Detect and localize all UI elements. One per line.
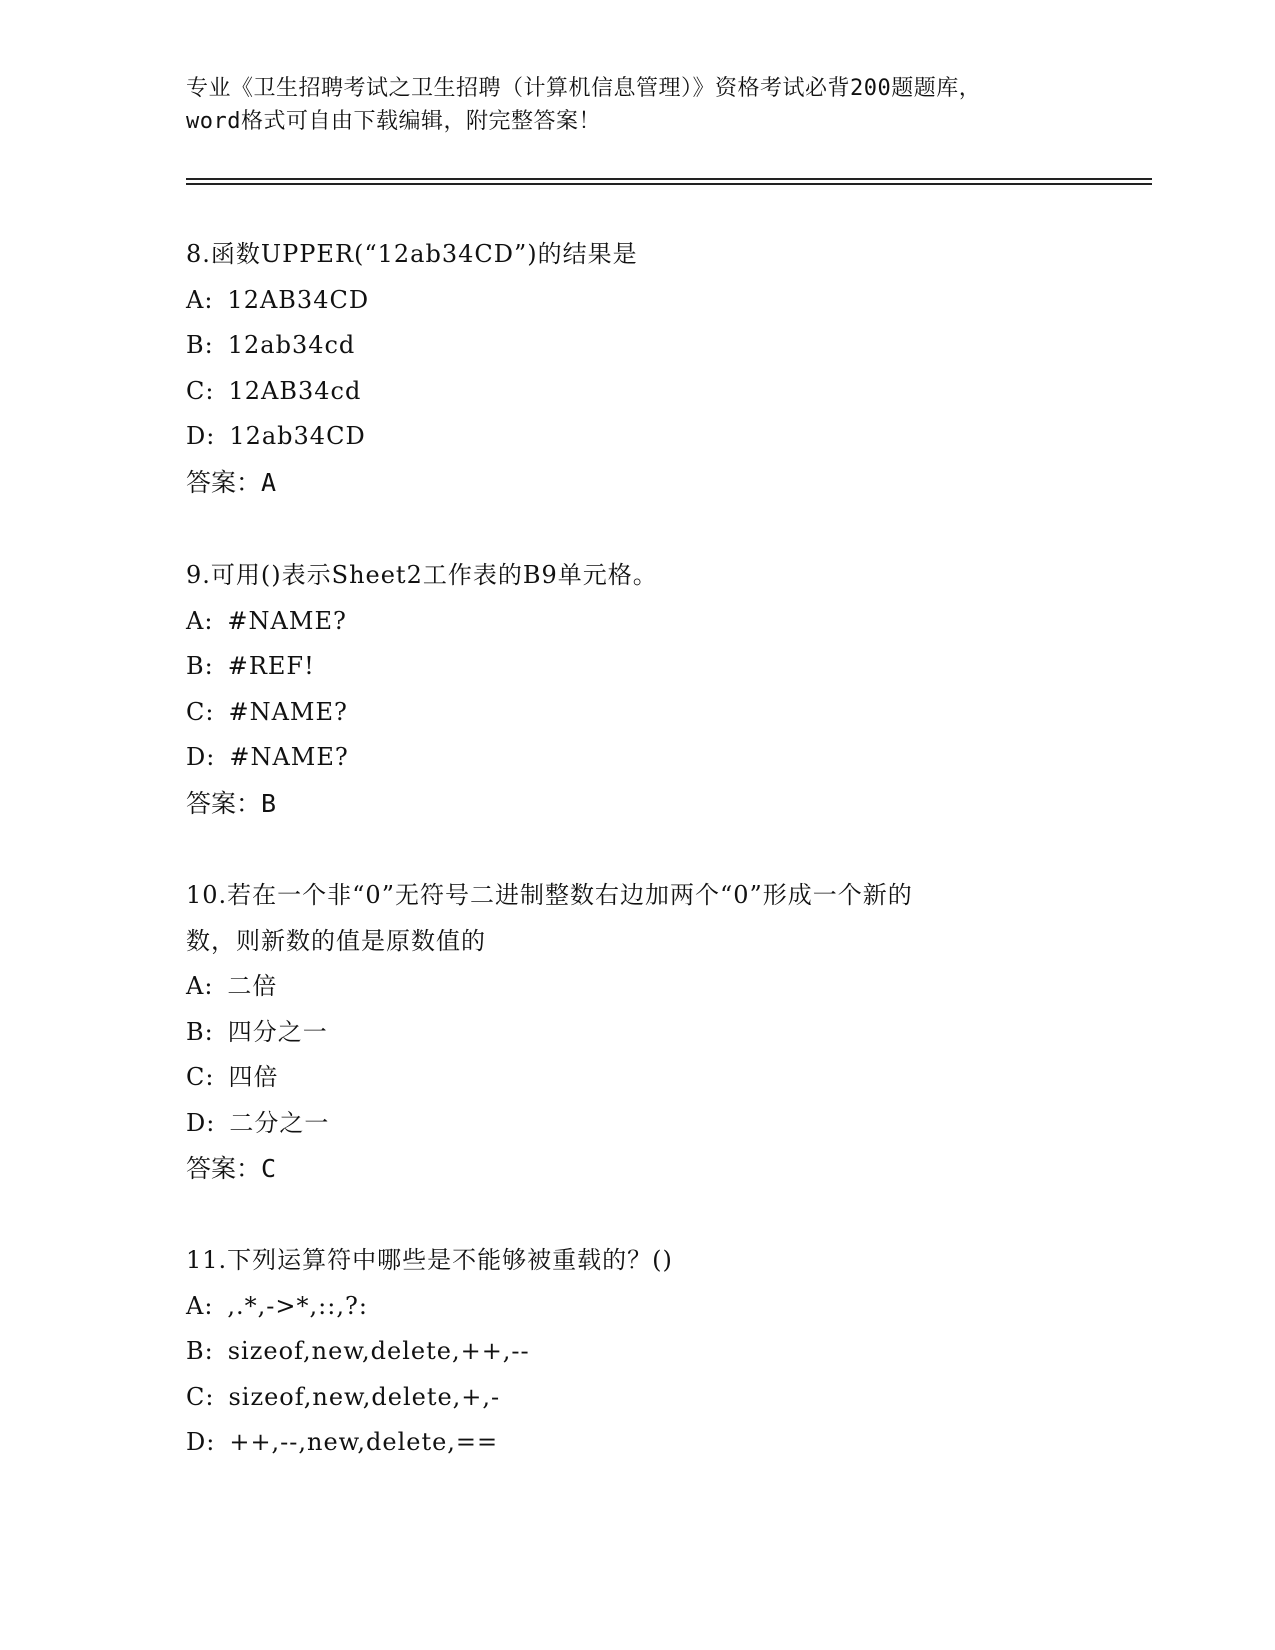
option-letter: B: <box>186 1017 214 1046</box>
option-c <box>186 1055 1086 1101</box>
option-text: 12AB34CD <box>227 285 370 314</box>
document-header <box>186 72 1086 138</box>
option-d <box>186 1420 1086 1466</box>
header-divider-bottom <box>186 183 1152 185</box>
option-c <box>186 690 1086 736</box>
option-text: 二倍 <box>227 972 278 1000</box>
option-text: 12ab34CD <box>229 422 366 450</box>
question-10 <box>186 873 1086 1192</box>
option-text: sizeof,new,delete,+,- <box>228 1382 501 1411</box>
option-text: #REF! <box>227 652 315 680</box>
option-text: #NAME? <box>227 606 347 635</box>
question-stem: 9.可用()表示Sheet2工作表的B9单元格。 <box>186 561 658 589</box>
option-b <box>186 644 1086 690</box>
option-letter: D: <box>186 1428 216 1456</box>
option-a <box>186 1284 1086 1330</box>
option-letter: B: <box>186 331 214 359</box>
option-a <box>186 599 1086 645</box>
question-stem: 8.函数UPPER(“12ab34CD”)的结果是 <box>186 240 638 268</box>
option-text: sizeof,new,delete,++,-- <box>227 1337 530 1365</box>
option-letter: C: <box>186 376 215 405</box>
option-b <box>186 323 1086 369</box>
option-letter: B: <box>186 1337 214 1365</box>
option-c <box>186 1375 1086 1421</box>
header-line-1: 专业《卫生招聘考试之卫生招聘（计算机信息管理）》资格考试必背200题题库， <box>186 76 982 101</box>
option-a <box>186 964 1086 1010</box>
option-text: 二分之一 <box>229 1108 330 1137</box>
option-text: 12ab34cd <box>227 331 356 359</box>
question-8 <box>186 232 1086 505</box>
option-d <box>186 414 1086 460</box>
answer-line: 答案：A <box>186 467 277 497</box>
option-c <box>186 369 1086 415</box>
answer-line: 答案：B <box>186 788 277 818</box>
option-b <box>186 1010 1086 1056</box>
answer-line: 答案：C <box>186 1154 277 1183</box>
option-text: 四倍 <box>228 1063 279 1091</box>
option-letter: C: <box>186 1382 215 1411</box>
option-text: 12AB34cd <box>228 376 362 405</box>
question-11 <box>186 1238 1086 1466</box>
option-letter: A: <box>186 1291 214 1320</box>
option-d <box>186 1101 1086 1147</box>
option-b <box>186 1329 1086 1375</box>
option-text: ++,--,new,delete,== <box>229 1428 499 1456</box>
option-text: 四分之一 <box>227 1017 328 1046</box>
option-text: ,.*,->*,::,?: <box>227 1291 368 1320</box>
header-line-2: word格式可自由下载编辑，附完整答案！ <box>186 109 601 134</box>
header-divider-top <box>186 178 1152 180</box>
option-d <box>186 735 1086 781</box>
option-a <box>186 278 1086 324</box>
question-stem: 11.下列运算符中哪些是不能够被重载的？() <box>186 1246 673 1274</box>
option-letter: A: <box>186 285 214 314</box>
question-stem: 10.若在一个非“0”无符号二进制整数右边加两个“0”形成一个新的 <box>186 881 913 909</box>
option-text: #NAME? <box>228 697 348 726</box>
question-9 <box>186 553 1086 826</box>
option-letter: A: <box>186 606 214 635</box>
option-letter: D: <box>186 743 216 771</box>
option-letter: D: <box>186 422 216 450</box>
option-text: #NAME? <box>229 743 349 771</box>
option-letter: C: <box>186 697 215 726</box>
option-letter: D: <box>186 1108 216 1137</box>
option-letter: A: <box>186 972 214 1000</box>
option-letter: C: <box>186 1063 215 1091</box>
question-stem-continued: 数，则新数的值是原数值的 <box>186 926 486 955</box>
option-letter: B: <box>186 652 214 680</box>
